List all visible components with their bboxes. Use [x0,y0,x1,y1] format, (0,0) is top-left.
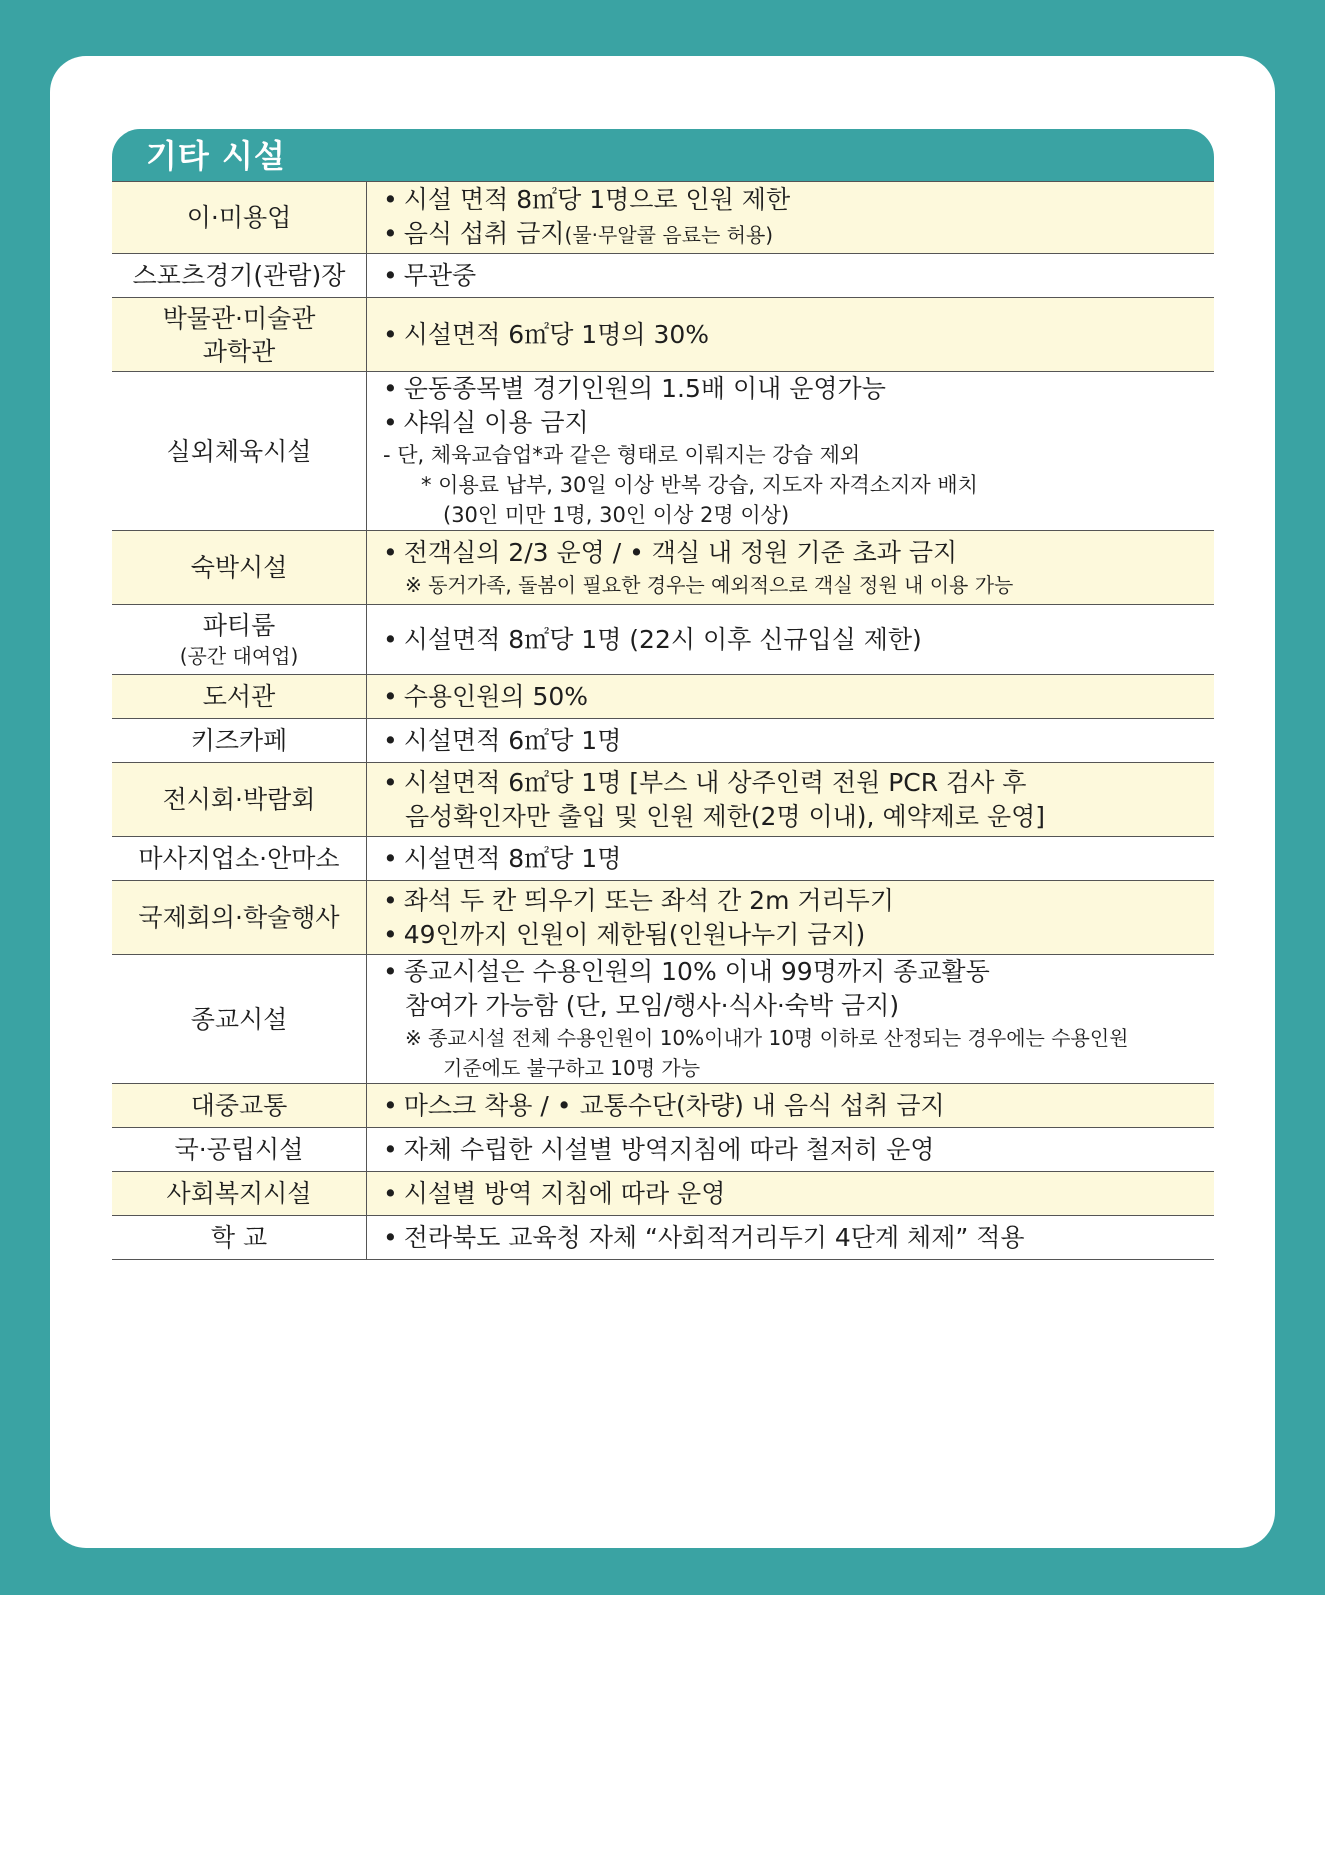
facility-category [112,372,367,531]
rule-text: ※ 종교시설 전체 수용인원이 10%이내가 10명 이하로 산정되는 경우에는 수용인원 [405,1026,1129,1050]
rule-text: (30인 미만 1명, 30인 이상 2명 이상) [443,503,790,527]
rule-text: 종교시설은 수용인원의 10% 이내 99명까지 종교활동 [403,957,990,986]
table-row [112,372,1214,531]
bullet-icon: • [383,767,398,797]
rule-line [383,183,1206,217]
category-label: 키즈카페 [190,726,288,755]
rule-text: 음식 섭취 금지 [403,219,565,248]
table-row [112,837,1214,881]
bullet-icon: • [383,319,398,349]
rule-text: 전객실의 2/3 운영 / • 객실 내 정원 기준 초과 금지 [403,537,958,567]
category-label: 국·공립시설 [174,1135,304,1164]
bullet-icon: • [383,537,398,567]
table-row [112,675,1214,719]
table-row [112,1084,1214,1128]
rule-text: - 단, 체육교습업*과 같은 형태로 이뤄지는 강습 제외 [383,443,861,467]
facility-category [112,881,367,955]
bullet-icon: • [383,408,398,437]
facility-category [112,298,367,372]
rule-text: 49인까지 인원이 제한됨(인원나누기 금지) [403,919,866,949]
rule-line [383,440,1206,470]
facility-rule [367,955,1215,1084]
table-row [112,881,1214,955]
rule-line [383,1221,1206,1255]
category-label: 스포츠경기(관람)장 [132,261,346,290]
rule-line [383,842,1206,876]
rule-line [383,955,1206,989]
facility-category [112,955,367,1084]
facility-category [112,182,367,254]
category-label: 대중교통 [190,1091,288,1120]
rule-text: 기준에도 불구하고 10명 가능 [443,1056,701,1080]
table-row [112,298,1214,372]
table-row [112,1128,1214,1172]
rule-text: 시설면적 6㎡당 1명의 30% [403,319,710,349]
rule-text: 전라북도 교육청 자체 “사회적거리두기 4단계 체제” 적용 [403,1222,1025,1252]
facility-category [112,719,367,763]
facility-rule [367,1128,1215,1172]
rule-text: 시설면적 6㎡당 1명 [403,725,622,755]
category-label: 이·미용업 [186,203,292,232]
bullet-icon: • [383,1222,398,1252]
rule-line [383,724,1206,758]
bullet-icon: • [383,1090,398,1120]
rule-line [383,918,1206,952]
section-header [112,129,1214,181]
facility-category [112,254,367,298]
rule-text: * 이용료 납부, 30일 이상 반복 강습, 지도자 자격소지자 배치 [421,473,978,497]
rule-line [383,766,1206,800]
bullet-icon: • [383,681,398,711]
table-row [112,763,1214,837]
rule-text: 시설별 방역 지침에 따라 운영 [403,1178,726,1208]
rule-line [383,1053,1206,1083]
rule-line [383,1177,1206,1211]
facility-rule [367,881,1215,955]
rule-line [383,536,1206,570]
rule-line [383,470,1206,500]
section-title: 기타 시설 [146,137,286,175]
rule-line [383,570,1206,600]
bullet-icon: • [383,260,398,290]
facility-category [112,605,367,675]
bullet-icon: • [383,885,398,915]
facility-rule [367,298,1215,372]
rule-text: 시설면적 8㎡당 1명 [403,843,622,873]
rule-text: 좌석 두 칸 띄우기 또는 좌석 간 2m 거리두기 [403,885,894,915]
facility-rule [367,1084,1215,1128]
rule-text: 운동종목별 경기인원의 1.5배 이내 운영가능 [403,374,886,403]
facility-rule [367,1216,1215,1260]
table-row [112,955,1214,1084]
category-label: 사회복지시설 [166,1179,312,1208]
facility-table [112,181,1214,1260]
facility-rule [367,719,1215,763]
category-label: 도서관 [202,682,276,711]
rule-text: 시설면적 8㎡당 1명 (22시 이후 신규입실 제한) [403,624,922,654]
table-row [112,531,1214,605]
category-label: 박물관·미술관 [162,303,316,333]
table-row [112,719,1214,763]
rule-line [383,800,1206,834]
rule-text: 샤워실 이용 금지 [403,408,589,437]
facility-category [112,1216,367,1260]
rule-text: 마스크 착용 / • 교통수단(차량) 내 음식 섭취 금지 [403,1090,945,1120]
bullet-icon: • [383,725,398,755]
rule-line [383,1089,1206,1123]
facility-category [112,837,367,881]
category-label: 마사지업소·안마소 [138,844,340,873]
rule-line [383,1023,1206,1053]
facility-category [112,1128,367,1172]
category-label: 실외체육시설 [166,436,312,466]
facility-category [112,763,367,837]
facility-rule [367,531,1215,605]
rule-text-suffix: (물·무알콜 음료는 허용) [564,223,774,247]
rule-text: 무관중 [403,260,477,290]
facility-rule [367,182,1215,254]
table-row [112,182,1214,254]
rule-text: ※ 동거가족, 돌봄이 필요한 경우는 예외적으로 객실 정원 내 이용 가능 [405,572,1014,597]
bullet-icon: • [383,624,398,654]
rule-text: 참여가 가능함 (단, 모임/행사·식사·숙박 금지) [405,991,900,1020]
bullet-icon: • [383,1178,398,1208]
bullet-icon: • [383,374,398,403]
rule-line [383,680,1206,714]
category-label: 파티룸 [202,611,276,640]
facility-rule [367,763,1215,837]
table-row [112,1172,1214,1216]
category-label: 국제회의·학술행사 [138,903,340,932]
table-row [112,605,1214,675]
rule-line [383,884,1206,918]
rule-line [383,372,1206,406]
rule-line [383,623,1206,657]
facility-rule [367,1172,1215,1216]
bullet-icon: • [383,185,398,214]
rule-text: 시설면적 6㎡당 1명 [부스 내 상주인력 전원 PCR 검사 후 [403,767,1027,797]
category-label: 종교시설 [190,1004,288,1034]
table-row [112,254,1214,298]
facility-rule [367,605,1215,675]
rule-line [383,217,1206,252]
facility-category [112,531,367,605]
rule-text: 자체 수립한 시설별 방역지침에 따라 철저히 운영 [403,1134,935,1164]
facility-category [112,1084,367,1128]
facility-category [112,1172,367,1216]
category-label: 전시회·박람회 [162,785,316,814]
facility-rule [367,254,1215,298]
rule-text: 시설 면적 8㎡당 1명으로 인원 제한 [403,185,791,214]
rule-line [383,989,1206,1023]
facility-rule [367,837,1215,881]
rule-text: 수용인원의 50% [403,681,589,711]
bullet-icon: • [383,957,398,986]
rule-line [383,500,1206,530]
category-label: 학 교 [210,1223,268,1252]
bullet-icon: • [383,843,398,873]
bullet-icon: • [383,219,398,248]
category-label: 숙박시설 [190,553,288,582]
bullet-icon: • [383,919,398,949]
facility-rule [367,675,1215,719]
rule-line [383,1133,1206,1167]
table-row [112,1216,1214,1260]
facility-category [112,675,367,719]
bullet-icon: • [383,1134,398,1164]
rule-text: 음성확인자만 출입 및 인원 제한(2명 이내), 예약제로 운영] [405,801,1046,831]
rule-line [383,318,1206,352]
rule-line [383,259,1206,293]
facility-rule [367,372,1215,531]
category-label-line2: 과학관 [202,336,276,366]
category-sublabel: (공간 대여업) [179,644,299,668]
rule-line [383,406,1206,440]
